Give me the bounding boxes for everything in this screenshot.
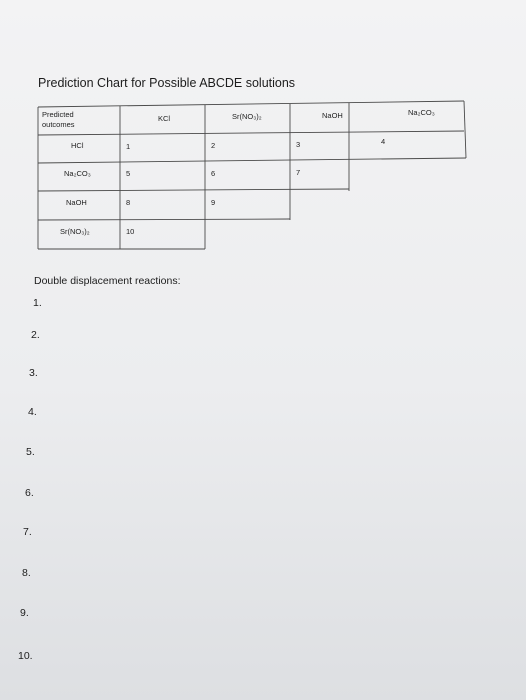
table-cell: 2: [211, 141, 216, 150]
row-label-hcl: HCl: [71, 141, 84, 150]
list-item: 1.: [33, 297, 42, 309]
table-cell: 8: [126, 198, 131, 207]
table-cell: 10: [126, 227, 135, 236]
list-item: 10.: [18, 650, 33, 662]
row-label-naoh: NaOH: [66, 198, 87, 207]
list-item: 3.: [29, 367, 38, 379]
page-title: Prediction Chart for Possible ABCDE solutions: [38, 76, 296, 90]
list-item: 8.: [22, 567, 31, 579]
table-cell: 1: [126, 142, 131, 151]
table-corner-label: Predicted outcomes: [42, 110, 75, 129]
list-item: 5.: [26, 446, 35, 458]
table-cell: 6: [211, 169, 216, 178]
row-label-na2co3: Na₂CO₃: [64, 169, 91, 178]
column-header-na2co3: Na₂CO₃: [408, 108, 435, 117]
column-header-srno3: Sr(NO₃)₂: [232, 112, 262, 121]
list-item: 9.: [20, 607, 29, 619]
row-label-srno3: Sr(NO₃)₂: [60, 227, 90, 236]
column-header-naoh: NaOH: [322, 111, 343, 120]
section-title: Double displacement reactions:: [34, 275, 181, 287]
list-item: 4.: [28, 406, 37, 418]
table-cell: 5: [126, 169, 131, 178]
table-cell: 7: [296, 168, 301, 177]
list-item: 2.: [31, 329, 40, 341]
table-cell: 9: [211, 198, 216, 207]
table-cell: 3: [296, 140, 301, 149]
list-item: 6.: [25, 487, 34, 499]
table-cell: 4: [381, 137, 386, 146]
list-item: 7.: [23, 526, 32, 538]
column-header-kcl: KCl: [158, 114, 171, 123]
